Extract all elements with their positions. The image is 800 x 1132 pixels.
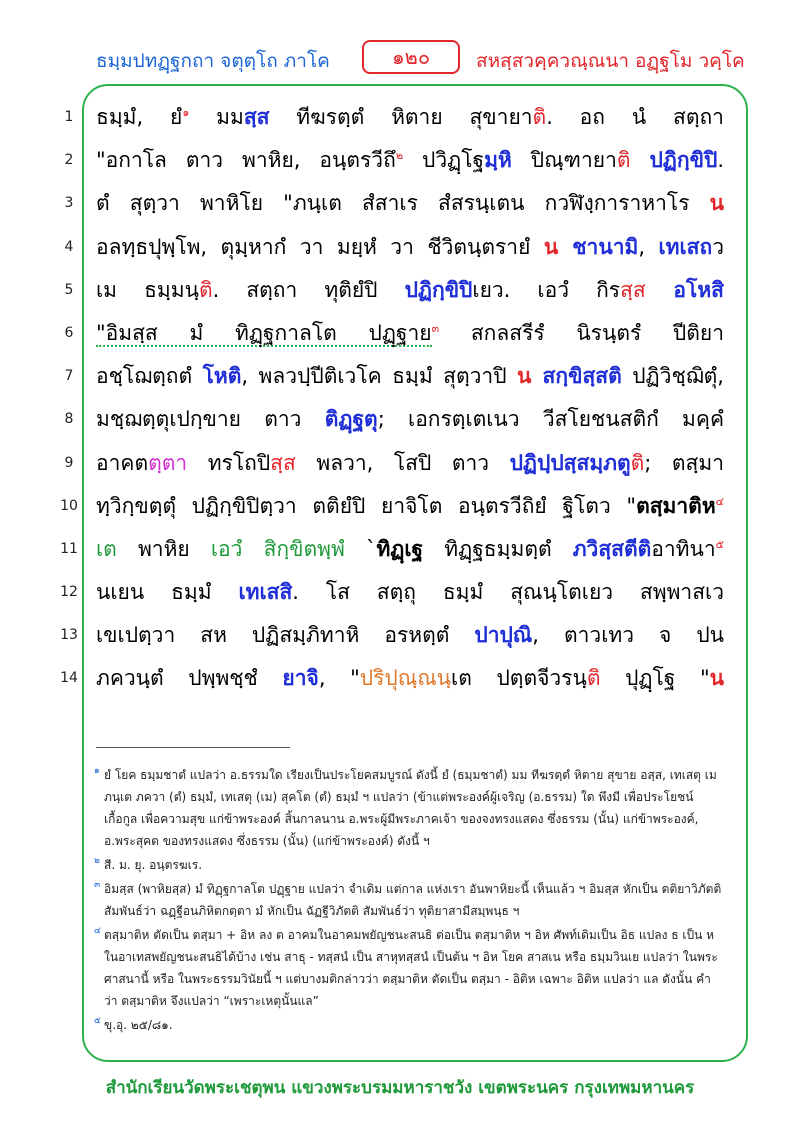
text-span: . อถ นํ สตฺถา xyxy=(546,105,724,129)
text-line xyxy=(0,443,800,486)
text-span: , " xyxy=(318,666,360,691)
text-span: พลวา, โสปิ ตาว xyxy=(295,450,510,475)
text-span: ติ xyxy=(586,666,601,691)
footnote-ref: ๕ xyxy=(715,537,724,551)
line-number: 7 xyxy=(64,368,74,385)
line-number: 3 xyxy=(64,195,74,212)
text-span: น xyxy=(709,191,724,216)
line-number: 2 xyxy=(64,152,74,169)
header-chapter-title: สหสฺสวคฺควณฺณนา อฏฺฐโม วคฺโค xyxy=(476,50,745,72)
footnote xyxy=(96,854,724,876)
text-span: มชฺฌตฺตุเปกฺขาย ตาว xyxy=(96,407,325,432)
line-number: 6 xyxy=(64,324,74,341)
text-span: สฺส xyxy=(270,450,296,475)
text-span: ; เอกรตฺเตเนว วีสโยชนสติกํ มคฺคํ xyxy=(377,407,724,432)
text-span: ปฏิวิชฺฌิตุํ, xyxy=(621,364,724,389)
footnote-marker: ๕ xyxy=(94,1016,101,1026)
text-span: อชฺโฌตฺถตํ xyxy=(96,364,203,389)
header-book-title: ธมฺมปทฏฺฐกถา จตุตฺโถ ภาโค xyxy=(96,50,330,72)
text-span: ภวิสฺสตีติ xyxy=(572,536,652,561)
text-span: น xyxy=(517,364,532,389)
line-text xyxy=(96,662,724,695)
text-span: ติ xyxy=(198,277,213,302)
footnote-ref: ๓ xyxy=(431,321,440,335)
footnote-text: อิมสฺส (พาหิยสฺส) มํ ทิฏฺฐกาลโต ปฏฺฐาย แปลว่า จำเดิม แต่กาล แห่งเรา อันพาหิยะนี้ เห็นแล้ว ฯ อิมสฺส หักเป็น ตติยาวิภัตติ สัมพันธ์ว่า ฉฏฺฐีอนภิหิตกตฺตา มํ หักเป็น ฉัฏฐีวิภัตติ สัมพันธ์ว่า ทุติยาสามีสมฺพนฺธ ฯ xyxy=(104,882,722,918)
text-span: ติฏฺฐตุ xyxy=(324,407,378,432)
text-span: นเยน ธมฺมํ xyxy=(96,580,239,605)
footnote xyxy=(96,924,724,1012)
page-number: ๑๒๐ xyxy=(391,45,431,69)
text-span: เขเปตฺวา สห ปฏิสมฺภิทาหิ อรหตฺตํ xyxy=(96,623,475,648)
text-line xyxy=(0,140,800,183)
line-number: 10 xyxy=(60,497,78,514)
text-span: ` xyxy=(344,536,377,561)
footnote-marker: ๔ xyxy=(94,926,101,936)
footnotes xyxy=(96,764,724,1038)
text-span: ติ xyxy=(630,450,645,475)
footnote-text: ขุ.อุ. ๒๕/๘๑. xyxy=(104,1018,173,1032)
text-span: ปฏิกฺขิปิ xyxy=(404,277,473,302)
text-line xyxy=(0,658,800,701)
page-number-box xyxy=(362,40,460,74)
text-span: , พลวปฺปีติเวโค ธมฺมํ สุตฺวาปิ xyxy=(241,364,518,389)
text-span: . โส สตฺถุ ธมฺมํ สุณนฺโตเยว สพฺพาสเว xyxy=(292,580,725,605)
text-span: เทเสสิ xyxy=(238,580,293,605)
text-span: ปุฏฺโฐ " xyxy=(600,666,710,691)
footnote-marker: ๓ xyxy=(94,880,101,890)
footnote-ref: ๑ xyxy=(182,106,190,119)
text-span: ตฺตา xyxy=(148,450,188,475)
text-span: ปริปุณฺณนฺ xyxy=(359,666,452,691)
text-span: มม xyxy=(189,105,244,129)
line-text xyxy=(96,360,724,393)
text-line xyxy=(0,356,800,399)
line-number: 1 xyxy=(64,109,74,125)
footnote-divider xyxy=(96,747,290,748)
text-line xyxy=(0,572,800,615)
text-span: ยาจิ xyxy=(282,666,319,691)
line-text xyxy=(96,576,724,609)
text-span: เต xyxy=(96,536,117,561)
text-span: ปวิฏฺโฐ xyxy=(403,148,485,173)
text-span: ทีฆรตฺตํ หิตาย สุขายา xyxy=(269,105,533,129)
text-line xyxy=(0,399,800,442)
text-span: อโหสิ xyxy=(645,277,724,302)
line-text xyxy=(96,101,724,134)
text-span: ปิณฺฑายา xyxy=(511,148,617,173)
line-number: 12 xyxy=(60,584,78,601)
text-line xyxy=(0,270,800,313)
footnote xyxy=(96,764,724,852)
text-span: ทิฏฺฐธมฺมตฺตํ xyxy=(423,536,573,561)
text-span: . xyxy=(717,148,724,173)
line-text xyxy=(96,533,724,566)
line-number: 13 xyxy=(60,627,78,644)
footnote xyxy=(96,1014,724,1036)
line-text xyxy=(96,403,724,436)
text-span: ติ xyxy=(616,148,631,173)
text-line xyxy=(0,183,800,226)
footnote-ref: ๒ xyxy=(395,149,404,163)
text-span: อาทินา xyxy=(651,536,716,561)
text-span: โหติ xyxy=(202,364,242,389)
text-span: เต ปตฺตจีวรนฺ xyxy=(451,666,587,691)
text-span: น xyxy=(543,234,559,259)
text-span: เอวํ สิกฺขิตพฺพํ xyxy=(210,536,345,561)
line-text xyxy=(96,187,724,220)
text-span: ปฏิกฺขิปิ xyxy=(649,148,718,173)
line-number: 8 xyxy=(64,411,74,428)
text-span: สฺส xyxy=(620,277,646,302)
text-line xyxy=(0,529,800,572)
line-text xyxy=(96,490,724,523)
text-span: ว xyxy=(712,234,724,259)
text-line xyxy=(0,486,800,529)
line-number: 11 xyxy=(60,540,78,557)
text-span: ทิฏฺเฐ xyxy=(376,536,424,561)
line-number: 9 xyxy=(64,454,74,471)
text-span: สกฺขิสฺสติ xyxy=(531,364,622,389)
line-text xyxy=(96,447,724,480)
text-span: พาหิย xyxy=(116,536,211,561)
text-span: ปาปุณิ xyxy=(474,623,533,648)
text-span: "อกาโล ตาว พาหิย, อนฺตรวีถึ xyxy=(96,148,396,173)
line-text xyxy=(96,317,724,350)
text-span: มฺหิ xyxy=(484,148,512,173)
text-span: เยว. เอวํ กิร xyxy=(472,277,621,302)
text-span xyxy=(631,148,650,172)
text-line xyxy=(0,615,800,658)
footnote-text: ตสฺมาติห ตัดเป็น ตสฺมา + อิห ลง ต อาคมในอาคมพยัญชนะสนธิ ต่อเป็น ตสฺมาติห ฯ อิห ศัพท์เดิมเป็น อิธ แปลง ธ เป็น ห ในอาเทสพยัญชนะสนธิได้บ้าง เช่น สาธุ - ทสฺสนํ เป็น สาหุทสฺสนํ เป็นต้น ฯ อิห โยค สาสเน หรือ ธมฺมวินเย แปลว่า ในพระศาสนานี้ หรือ ในพระธรรมวินัยนี้ ฯ แต่บางมติกล่าวว่า ตสฺมาติห ตัดเป็น ตสฺมา - อิติห เฉพาะ อิติห แปลว่า แล ดังนั้น คำว่า ตสฺมาติห จึงแปลว่า “เพราะเหตุนั้นแล” xyxy=(104,928,718,1008)
text-span: สกลสรีรํ นิรนฺตรํ ปีติยา xyxy=(439,320,724,345)
line-text xyxy=(96,144,724,177)
footnote-marker: ๒ xyxy=(94,856,100,866)
page-header xyxy=(0,40,800,80)
text-span: สฺส xyxy=(243,105,270,129)
text-span: อลทฺธปุพฺโพ, ตุมฺหากํ วา มยฺหํ วา ชีวิตนฺตรายํ xyxy=(96,234,544,259)
text-span: "อิมสฺส มํ ทิฏฺฐกาลโต ปฏฺฐาย xyxy=(96,320,432,345)
text-span: ทรโถปิ xyxy=(187,450,271,475)
text-span: ; ตสฺมา xyxy=(644,450,725,475)
page-footer: สำนักเรียนวัดพระเชตุพน แขวงพระบรมมหาราชวัง เขตพระนคร กรุงเทพมหานคร xyxy=(105,1078,695,1098)
line-text xyxy=(96,619,724,652)
text-span: ชานามิ xyxy=(558,234,639,259)
text-body xyxy=(0,97,800,702)
line-text xyxy=(96,274,724,307)
text-span: น xyxy=(709,666,724,691)
text-span: ภควนฺตํ ปพฺพชฺชํ xyxy=(96,666,283,691)
text-span: ติ xyxy=(532,105,547,129)
line-number: 5 xyxy=(64,281,74,298)
footnote-ref: ๔ xyxy=(715,494,724,508)
text-span: ปฏิปฺปสฺสมฺภตู xyxy=(509,450,631,475)
text-span: ตสฺมาติห xyxy=(636,493,716,518)
text-line xyxy=(0,313,800,356)
footnote-text: สี. ม. ยุ. อนฺตรฆเร. xyxy=(104,858,203,872)
text-span: ธมฺมํ, ยํ xyxy=(96,105,183,129)
text-span: เทเสถ xyxy=(658,234,713,259)
text-span: เม ธมฺมนฺ xyxy=(96,277,199,302)
text-span: , ตาวเทว จ ปน xyxy=(532,623,725,648)
text-line xyxy=(0,97,800,140)
line-text xyxy=(96,231,724,264)
text-span: อาคต xyxy=(96,450,149,475)
line-number: 14 xyxy=(60,670,78,687)
text-span: . สตฺถา ทุติยํปิ xyxy=(212,277,405,302)
text-span: , xyxy=(638,234,659,259)
text-span: ทฺวิกฺขตฺตุํ ปฏิกฺขิปิตฺวา ตติยํปิ ยาจิโต อนฺตรวีถิยํ ฐิโตว " xyxy=(96,493,637,518)
text-line xyxy=(0,227,800,270)
footnote-marker: ๑ xyxy=(94,766,100,776)
footnote-text: ยํ โยค ธมฺมชาตํ แปลว่า อ.ธรรมใด เรียงเป็นประโยคสมบูรณ์ ดังนี้ ยํ (ธมฺมชาตํ) มม ทีฆรตฺตํ หิตาย สุขาย อสฺส, เทเสตุ เม ภนฺเต ภควา (ตํ) ธมฺมํ, เทเสตุ (เม) สุคโต (ตํ) ธมฺมํ ฯ แปลว่า (ข้าแต่พระองค์ผู้เจริญ (อ.ธรรม) ใด พึงมี เพื่อประโยชน์เกื้อกูล เพื่อความสุข แก่ข้าพระองค์ สิ้นกาลนาน อ.พระผู้มีพระภาคเจ้า ของจงทรงแสดง ซึ่งธรรม (นั้น) แก่ข้าพระองค์, อ.พระสุคต ของทรงแสดง ซึ่งธรรม (นั้น) (แก่ข้าพระองค์) ดังนี้ ฯ xyxy=(104,768,717,848)
text-span: ตํ สุตฺวา พาหิโย "ภนฺเต สํสาเร สํสรนฺเตน กวฬิงฺการาหาโร xyxy=(96,191,710,216)
footnote xyxy=(96,878,724,922)
line-number: 4 xyxy=(64,238,74,255)
